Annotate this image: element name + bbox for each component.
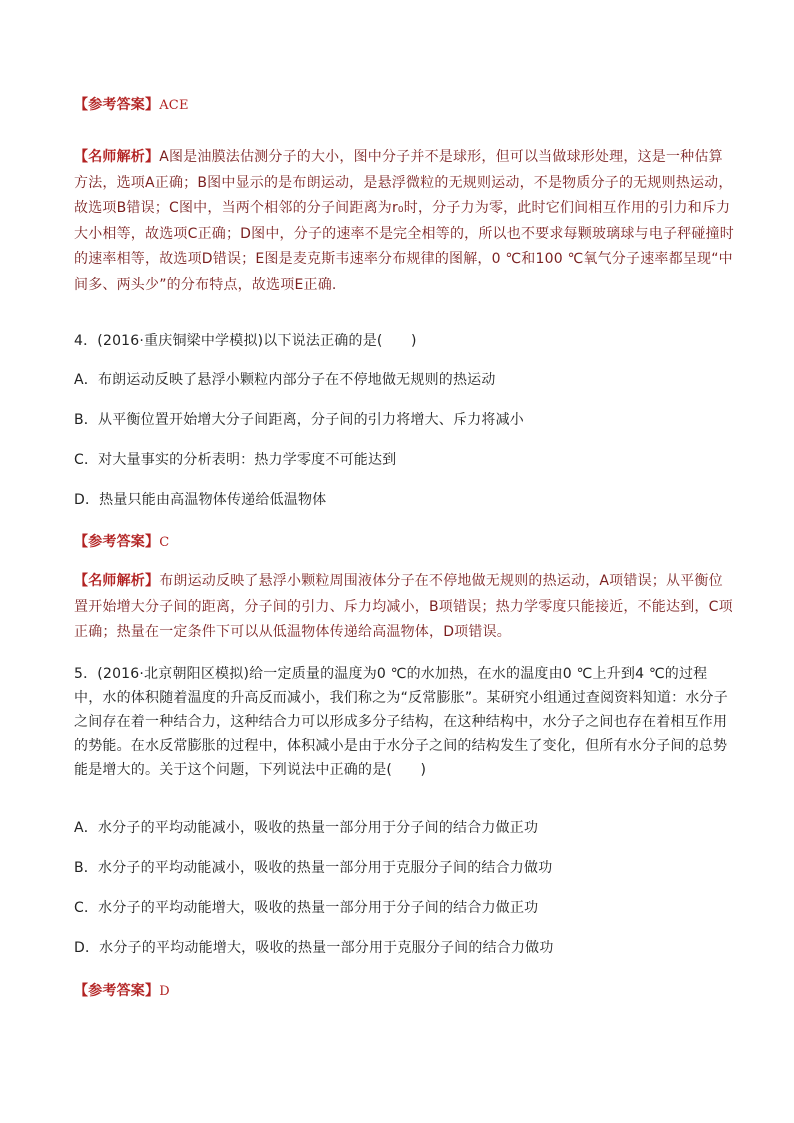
q3-analysis bbox=[74, 145, 734, 298]
analysis-tag: 【名师解析】 bbox=[74, 149, 160, 165]
answer-value: C bbox=[159, 535, 170, 550]
q3-answer-line bbox=[74, 94, 734, 114]
answer-tag: 【参考答案】 bbox=[74, 97, 160, 113]
q4-option-d: D．热量只能由高温物体传递给低温物体 bbox=[74, 492, 327, 508]
q5-option-c: C．水分子的平均动能增大，吸收的热量一部分用于分子间的结合力做正功 bbox=[74, 900, 539, 916]
q4-option-a: A．布朗运动反映了悬浮小颗粒内部分子在不停地做无规则的热运动 bbox=[74, 372, 496, 388]
analysis-text: A图是油膜法估测分子的大小，图中分子并不是球形，但可以当做球形处理，这是一种估算方法，选项A正确；B图中显示的是布朗运动，是悬浮微粒的无规则运动，不是物质分子的无规则热运动，故选项B错误；C图中，当两个相邻的分子间距离为r₀时，分子力为零，此时它们间相互作用的引力和斥力大小相等，故选项C正确；D图中，分子的速率不是完全相等的，所以也不要求每颗玻璃球与电子秤碰撞时的速率相等，故选项D错误；E图是麦克斯韦速率分布规律的图解，0 ℃和100 ℃氧气分子速率都呈现“中间多、两头少”的分布特点，故选项E正确. bbox=[74, 149, 734, 293]
answer-tag: 【参考答案】 bbox=[74, 983, 160, 999]
answer-tag: 【参考答案】 bbox=[74, 534, 160, 550]
q4-stem: 4．(2016·重庆铜梁中学模拟)以下说法正确的是( ) bbox=[74, 333, 417, 349]
q4-option-c: C．对大量事实的分析表明：热力学零度不可能达到 bbox=[74, 452, 397, 468]
q4-answer-line bbox=[74, 531, 734, 551]
q5-option-b: B．水分子的平均动能减小，吸收的热量一部分用于克服分子间的结合力做功 bbox=[74, 860, 553, 876]
analysis-tag: 【名师解析】 bbox=[74, 573, 160, 589]
q5-option-d: D．水分子的平均动能增大，吸收的热量一部分用于克服分子间的结合力做功 bbox=[74, 940, 554, 956]
analysis-text: 布朗运动反映了悬浮小颗粒周围液体分子在不停地做无规则的热运动，A项错误；从平衡位置开始增大分子间的距离，分子间的引力、斥力均减小，B项错误；热力学零度只能接近，不能达到，C项正确；热量在一定条件下可以从低温物体传递给高温物体，D项错误。 bbox=[74, 573, 733, 640]
q5-answer-line bbox=[74, 980, 734, 1000]
answer-value: D bbox=[159, 984, 170, 999]
q4-option-b: B．从平衡位置开始增大分子间距离，分子间的引力将增大、斥力将减小 bbox=[74, 412, 525, 428]
q5-stem: 5．(2016·北京朝阳区模拟)给一定质量的温度为0 ℃的水加热，在水的温度由0 ℃上升到4 ℃的过程中，水的体积随着温度的升高反而减小，我们称之为“反常膨胀”。某研究小组通过查阅资料知道：水分子之间存在着一种结合力，这种结合力可以形成多分子结构，在这种结构中，水分子之间也存在着相互作用的势能。在水反常膨胀的过程中，体积减小是由于水分子之间的结构发生了变化，但所有水分子间的总势能是增大的。关于这个问题，下列说法中正确的是( ) bbox=[74, 666, 728, 778]
q5-option-a: A．水分子的平均动能减小，吸收的热量一部分用于分子间的结合力做正功 bbox=[74, 820, 539, 836]
q4-analysis bbox=[74, 569, 734, 646]
answer-value: ACE bbox=[159, 98, 189, 113]
